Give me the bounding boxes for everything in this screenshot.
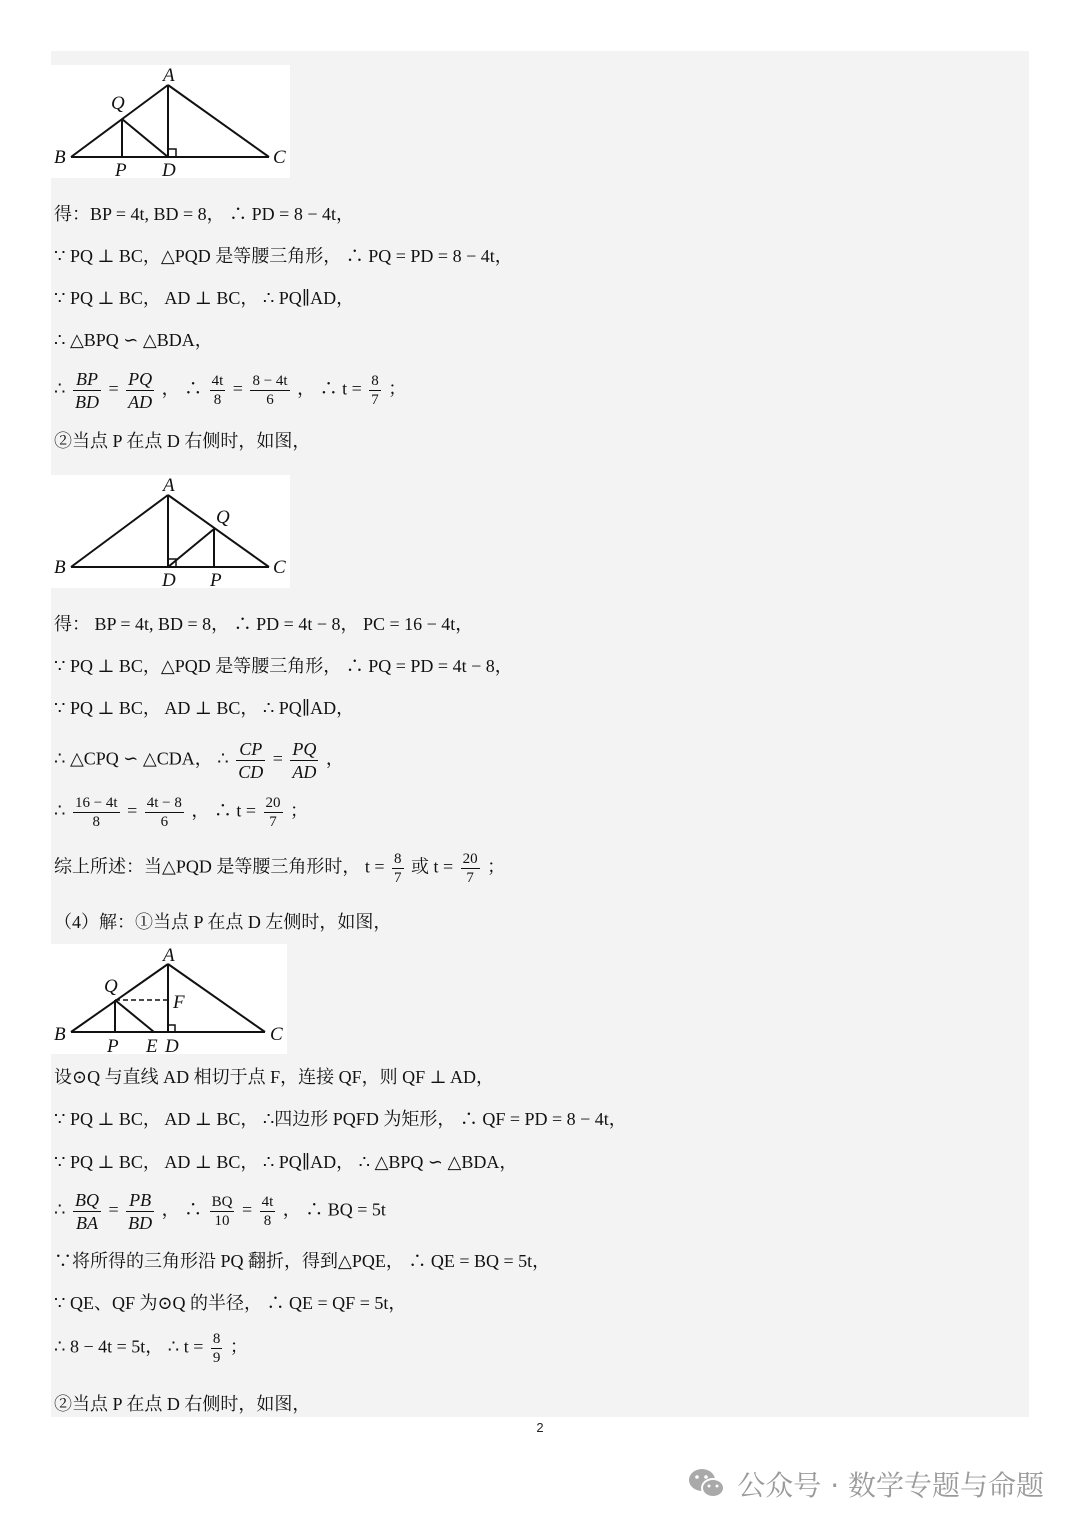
label-P: P — [115, 160, 127, 178]
text-line: ∵ PQ ⊥ BC，△PQD 是等腰三角形， ∴ PQ = PD = 8 − 4t， — [54, 246, 513, 266]
page-number: 2 — [536, 1420, 544, 1435]
fraction: $\frac{4t - 8}{6}$ — [146, 795, 182, 830]
figure-1 — [51, 65, 290, 178]
text-line: ∵ PQ ⊥ BC， AD ⊥ BC， ∴ PQ∥AD， — [54, 288, 355, 308]
label-F: F — [173, 992, 185, 1013]
equation-line-5: ∴ 8 − 4t = 5t， ∴ t = $\frac{8}{9}$ ； — [54, 1331, 248, 1366]
fraction: $\frac{PQ}{AD}$ — [128, 369, 153, 412]
triangle-diagram-2 — [51, 475, 290, 588]
label-B: B — [54, 1024, 66, 1045]
label-D: D — [162, 570, 176, 588]
footer-watermark — [687, 1464, 1044, 1504]
case-heading: ②当点 P 在点 D 右侧时，如图， — [54, 1394, 311, 1414]
text-line: 得： BP = 4t, BD = 8， ∴ PD = 4t − 8， PC = 16 − 4t， — [54, 614, 474, 634]
summary-line: 综上所述：当△PQD 是等腰三角形时， t = $\frac{8}{7}$ 或 t = $\frac{20}{7}$ ； — [54, 851, 506, 886]
label-P: P — [107, 1036, 119, 1054]
text-line: ∵将所得的三角形沿 PQ 翻折，得到△PQE， ∴ QE = BQ = 5t， — [54, 1251, 551, 1271]
label-C: C — [270, 1024, 283, 1045]
label-C: C — [273, 557, 286, 578]
label-P: P — [210, 570, 222, 588]
text-line: 设⊙Q 与直线 AD 相切于点 F，连接 QF，则 QF ⊥ AD， — [54, 1067, 495, 1087]
equation-line-2: ∴ △CPQ ∽ △CDA， ∴ $\frac{CP}{CD}$ = $\frac{PQ}{AD}$ ， — [54, 739, 344, 782]
text-line: ∵ QE、QF 为⊙Q 的半径， ∴ QE = QF = 5t， — [54, 1293, 407, 1313]
fraction: $\frac{16 - 4t}{8}$ — [74, 795, 118, 830]
fraction: $\frac{8}{9}$ — [212, 1331, 221, 1366]
label-C: C — [273, 147, 286, 168]
label-D: D — [165, 1036, 179, 1054]
fraction: $\frac{8}{7}$ — [394, 851, 402, 886]
equation-line-4: ∴ $\frac{BQ}{BA}$ = $\frac{PB}{BD}$ ， ∴ $\frac{BQ}{10}$ = $\frac{4t}{8}$ ， ∴ BQ = 5t — [54, 1190, 386, 1233]
part-4-heading: （4）解：①当点 P 在点 D 左侧时，如图， — [54, 912, 392, 932]
fraction: $\frac{20}{7}$ — [462, 851, 478, 886]
label-Q: Q — [216, 507, 230, 528]
label-A: A — [163, 475, 175, 496]
fraction: $\frac{BQ}{10}$ — [211, 1194, 233, 1229]
text-line: ∵ PQ ⊥ BC， AD ⊥ BC， ∴ PQ∥AD， ∴ △BPQ ∽ △BDA， — [54, 1152, 518, 1172]
fraction: $\frac{BP}{BD}$ — [74, 369, 99, 412]
text-line: ∵ PQ ⊥ BC， AD ⊥ BC， ∴ PQ∥AD， — [54, 698, 355, 718]
label-B: B — [54, 147, 66, 168]
figure-2 — [51, 475, 290, 588]
label-E: E — [146, 1036, 158, 1054]
text-line: ∵ PQ ⊥ BC，△PQD 是等腰三角形， ∴ PQ = PD = 4t − 8， — [54, 656, 513, 676]
fraction: $\frac{8 - 4t}{6}$ — [252, 373, 288, 408]
case-heading: ②当点 P 在点 D 右侧时，如图， — [54, 431, 311, 451]
label-Q: Q — [111, 93, 125, 114]
triangle-diagram-1 — [51, 65, 290, 178]
wechat-icon — [687, 1466, 727, 1502]
label-B: B — [54, 557, 66, 578]
triangle-diagram-3 — [51, 944, 287, 1054]
label-Q: Q — [104, 976, 118, 997]
text-line: ∴ △BPQ ∽ △BDA， — [54, 330, 213, 350]
fraction: $\frac{PQ}{AD}$ — [292, 739, 317, 782]
text-line: ∵ PQ ⊥ BC， AD ⊥ BC， ∴四边形 PQFD 为矩形， ∴ QF = PD = 8 − 4t， — [54, 1109, 627, 1129]
label-A: A — [163, 65, 175, 86]
label-A: A — [163, 945, 175, 966]
fraction: $\frac{20}{7}$ — [265, 795, 281, 830]
fraction: $\frac{4t}{8}$ — [261, 1194, 274, 1229]
fraction: $\frac{8}{7}$ — [371, 373, 379, 408]
label-D: D — [162, 160, 176, 178]
equation-line-1: ∴ $\frac{BP}{BD}$ = $\frac{PQ}{AD}$ ， ∴ $\frac{4t}{8}$ = $\frac{8 - 4t}{6}$ ， ∴ t = $\frac{8}{7}$ ； — [54, 369, 407, 412]
fraction: $\frac{PB}{BD}$ — [128, 1190, 153, 1233]
equation-line-3: ∴ $\frac{16 - 4t}{8}$ = $\frac{4t - 8}{6}$ ， ∴ t = $\frac{20}{7}$ ； — [54, 795, 309, 830]
footer-text: 公众号 · 数学专题与命题 — [737, 1469, 1044, 1502]
fraction: $\frac{BQ}{BA}$ — [74, 1190, 99, 1233]
fraction: $\frac{CP}{CD}$ — [238, 739, 264, 782]
text-line: 得：BP = 4t, BD = 8， ∴ PD = 8 − 4t， — [54, 204, 354, 224]
fraction: $\frac{4t}{8}$ — [211, 373, 224, 408]
figure-3 — [51, 944, 287, 1054]
